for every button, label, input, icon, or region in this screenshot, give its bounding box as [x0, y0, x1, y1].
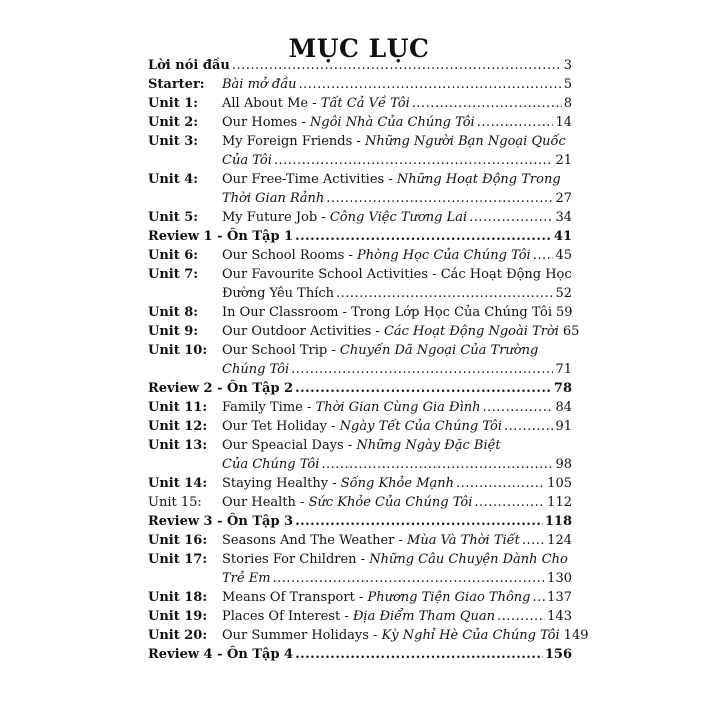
- title-separator: -: [302, 400, 316, 415]
- entry-title-vi: Sống Khỏe Mạnh: [340, 476, 454, 491]
- toc-entry-starter: [148, 75, 572, 94]
- entry-label: Unit 16:: [148, 533, 208, 548]
- toc-entry-unit-12: [148, 417, 572, 436]
- entry-title-vi: Thời Gian Cùng Gia Đình: [315, 400, 481, 415]
- toc-entry-unit-17: [148, 550, 572, 588]
- page-number: 34: [555, 210, 572, 225]
- page-number: 149: [563, 628, 589, 643]
- dot-leader: [532, 588, 545, 607]
- entry-title-en: Our Free-Time Activities: [222, 172, 385, 187]
- dot-leader: [497, 607, 545, 626]
- entry-label: Unit 9:: [148, 324, 199, 339]
- entry-label: Starter:: [148, 77, 205, 92]
- title-separator: -: [344, 248, 357, 263]
- dot-leader: [474, 493, 545, 512]
- entry-label: Unit 1:: [148, 96, 199, 111]
- dot-leader: [321, 455, 553, 474]
- page-number: 27: [555, 191, 572, 206]
- page-number: 124: [547, 533, 572, 548]
- dot-leader: [482, 398, 553, 417]
- dot-leader: [504, 417, 553, 436]
- entry-title-en: My Foreign Friends: [222, 134, 353, 149]
- toc-entry-unit-2: [148, 113, 572, 132]
- toc-entry-unit-18: [148, 588, 572, 607]
- entry-title-vi-cont: Của Tôi: [222, 153, 272, 168]
- page-number: 105: [547, 476, 572, 491]
- toc-entry-review-4: [148, 645, 572, 664]
- title-separator: -: [327, 343, 340, 358]
- entry-label: Unit 14:: [148, 476, 208, 491]
- entry-title-en: Places Of Interest: [222, 609, 341, 624]
- entry-title-en: Staying Healthy: [222, 476, 329, 491]
- page-number: 5: [563, 77, 572, 92]
- dot-leader: [274, 151, 554, 170]
- toc-entry-review-1: [148, 227, 572, 246]
- entry-title-vi: Bài mở đầu: [222, 77, 297, 92]
- dot-leader: [533, 246, 554, 265]
- entry-label: Unit 13:: [148, 438, 208, 453]
- entry-label: Unit 11:: [148, 400, 208, 415]
- page-number: 137: [547, 590, 572, 605]
- dot-leader: [477, 113, 554, 132]
- toc-entry-unit-10: [148, 341, 572, 379]
- entry-title-vi: Kỳ Nghỉ Hè Của Chúng Tôi: [381, 628, 560, 643]
- dot-leader: [469, 208, 553, 227]
- entry-title-en-cont: Đường Yêu Thích: [222, 286, 335, 301]
- entry-label: Review 4 - Ôn Tập 4: [148, 647, 294, 662]
- entry-title-vi: Địa Điểm Tham Quan: [352, 609, 495, 624]
- title-separator: -: [340, 609, 353, 624]
- entry-label: Unit 15:: [148, 495, 202, 510]
- page-number: 21: [555, 153, 572, 168]
- page-number: 156: [544, 647, 572, 662]
- title-separator: -: [384, 172, 397, 187]
- entry-label: Review 2 - Ôn Tập 2: [148, 381, 294, 396]
- toc-entry-unit-4: [148, 170, 572, 208]
- entry-title-vi: Phương Tiện Giao Thông: [367, 590, 531, 605]
- page-title: MỤC LỤC: [288, 34, 430, 63]
- entry-title-vi: Các Hoạt Động Ngoài Trời: [383, 324, 559, 339]
- entry-title-en: Stories For Children: [222, 552, 357, 567]
- toc-entry-review-3: [148, 512, 572, 531]
- toc-entry-unit-13: [148, 436, 572, 474]
- title-separator: -: [371, 324, 384, 339]
- entry-label: Unit 4:: [148, 172, 199, 187]
- entry-title-vi: Công Việc Tương Lai: [329, 210, 468, 225]
- entry-title-vi: Những Ngày Đặc Biệt: [356, 438, 501, 453]
- entry-label: Unit 12:: [148, 419, 208, 434]
- toc-entry-unit-8: [148, 303, 572, 322]
- toc-entry-unit-7: [148, 265, 572, 303]
- entry-title-vi: Ngày Tết Của Chúng Tôi: [339, 419, 502, 434]
- toc-entry-unit-14: [148, 474, 572, 493]
- dot-leader: [232, 56, 562, 75]
- entry-title-vi: Những Câu Chuyện Dành Cho: [369, 552, 568, 567]
- title-separator: -: [308, 96, 321, 111]
- page-number: 14: [555, 115, 572, 130]
- dot-leader: [295, 512, 543, 531]
- entry-title-vi-cont: Thời Gian Rảnh: [222, 191, 325, 206]
- entry-title-en: Our School Rooms: [222, 248, 345, 263]
- page-number: 118: [544, 514, 572, 529]
- entry-title-en: My Future Job: [222, 210, 318, 225]
- dot-leader: [273, 569, 546, 588]
- entry-label: Unit 2:: [148, 115, 199, 130]
- toc-entry-unit-19: [148, 607, 572, 626]
- page-number: 143: [547, 609, 572, 624]
- entry-title-vi-cont: Chúng Tôi: [222, 362, 290, 377]
- title-separator: -: [352, 134, 365, 149]
- toc-entry-preface: [148, 56, 572, 75]
- toc-entry-unit-16: [148, 531, 572, 550]
- title-separator: -: [317, 210, 330, 225]
- page-number: 78: [553, 381, 572, 396]
- entry-title-en: Family Time: [222, 400, 303, 415]
- toc-entry-review-2: [148, 379, 572, 398]
- page-number: 91: [555, 419, 572, 434]
- toc-entry-unit-15: [148, 493, 572, 512]
- title-separator: -: [394, 533, 408, 548]
- page-number: 8: [563, 96, 572, 111]
- page-number: 59: [555, 305, 573, 320]
- toc-entry-unit-6: [148, 246, 572, 265]
- page-number: 130: [547, 571, 572, 586]
- entry-label: Unit 6:: [148, 248, 199, 263]
- dot-leader: [291, 360, 553, 379]
- dot-leader: [326, 189, 553, 208]
- page-number: 71: [555, 362, 572, 377]
- entry-title-en: Our Outdoor Activities: [222, 324, 372, 339]
- dot-leader: [295, 227, 552, 246]
- dot-leader: [522, 531, 545, 550]
- entry-label: Unit 20:: [148, 628, 208, 643]
- dot-leader: [456, 474, 545, 493]
- page-number: 84: [555, 400, 572, 415]
- entry-label: Unit 17:: [148, 552, 208, 567]
- entry-label: Review 1 - Ôn Tập 1: [148, 229, 294, 244]
- toc-entry-unit-20: [148, 626, 589, 645]
- toc-entry-unit-11: [148, 398, 572, 417]
- page-number: 3: [563, 58, 572, 73]
- dot-leader: [295, 645, 543, 664]
- entry-title-en: Our School Trip: [222, 343, 328, 358]
- entry-title-en: All About Me: [222, 96, 309, 111]
- page-number: 45: [555, 248, 572, 263]
- entry-title-en: Our Summer Holidays: [222, 628, 369, 643]
- entry-title-vi: Những Hoạt Động Trong: [396, 172, 561, 187]
- entry-label: Unit 8:: [148, 305, 199, 320]
- title-separator: -: [326, 419, 340, 434]
- page-number: 98: [555, 457, 572, 472]
- page-number: 65: [562, 324, 580, 339]
- entry-title-vi-cont: Trẻ Em: [222, 571, 271, 586]
- entry-title-en: Our Speacial Days: [222, 438, 344, 453]
- entry-title-vi: Phòng Học Của Chúng Tôi: [357, 248, 531, 263]
- entry-title-vi-cont: Của Chúng Tôi: [222, 457, 320, 472]
- entry-title-en: Our Tet Holiday: [222, 419, 327, 434]
- entry-label: Lời nói đầu: [148, 58, 230, 73]
- page-number: 112: [547, 495, 572, 510]
- entry-title-en: Seasons And The Weather: [222, 533, 395, 548]
- dot-leader: [295, 379, 552, 398]
- title-separator: -: [297, 115, 310, 130]
- title-separator: -: [368, 628, 382, 643]
- entry-label: Unit 10:: [148, 343, 208, 358]
- entry-title-vi: Mùa Và Thời Tiết: [407, 533, 520, 548]
- toc-entry-unit-9: [148, 322, 580, 341]
- entry-label: Review 3 - Ôn Tập 3: [148, 514, 294, 529]
- entry-title-vi: Chuyến Dã Ngoại Của Trường: [339, 343, 539, 358]
- entry-title-en: Our Favourite School Activities - Các Hoạt Động Học: [222, 267, 572, 282]
- title-separator: -: [328, 476, 341, 491]
- entry-label: Unit 5:: [148, 210, 199, 225]
- entry-title-en: Our Homes: [222, 115, 298, 130]
- entry-label: Unit 7:: [148, 267, 199, 282]
- page-number: 41: [553, 229, 572, 244]
- page-number: 52: [555, 286, 572, 301]
- dot-leader: [336, 284, 553, 303]
- entry-title-en: Our Health: [222, 495, 296, 510]
- title-separator: -: [356, 552, 370, 567]
- toc-entry-unit-5: [148, 208, 572, 227]
- entry-title-vi: Ngôi Nhà Của Chúng Tôi: [309, 115, 475, 130]
- entry-title-vi: Sức Khỏe Của Chúng Tôi: [308, 495, 473, 510]
- entry-title-vi: Những Người Bạn Ngoại Quốc: [364, 134, 566, 149]
- title-separator: -: [354, 590, 368, 605]
- title-separator: -: [343, 438, 357, 453]
- table-of-contents: [148, 56, 589, 664]
- entry-label: Unit 3:: [148, 134, 199, 149]
- entry-title-en: In Our Classroom - Trong Lớp Học Của Chúng Tôi: [222, 305, 552, 320]
- toc-entry-unit-1: [148, 94, 572, 113]
- entry-title-vi: Tất Cả Về Tôi: [320, 96, 410, 111]
- toc-entry-unit-3: [148, 132, 572, 170]
- entry-title-en: Means Of Transport: [222, 590, 355, 605]
- dot-leader: [299, 75, 562, 94]
- entry-label: Unit 18:: [148, 590, 208, 605]
- title-separator: -: [295, 495, 309, 510]
- entry-label: Unit 19:: [148, 609, 208, 624]
- dot-leader: [412, 94, 562, 113]
